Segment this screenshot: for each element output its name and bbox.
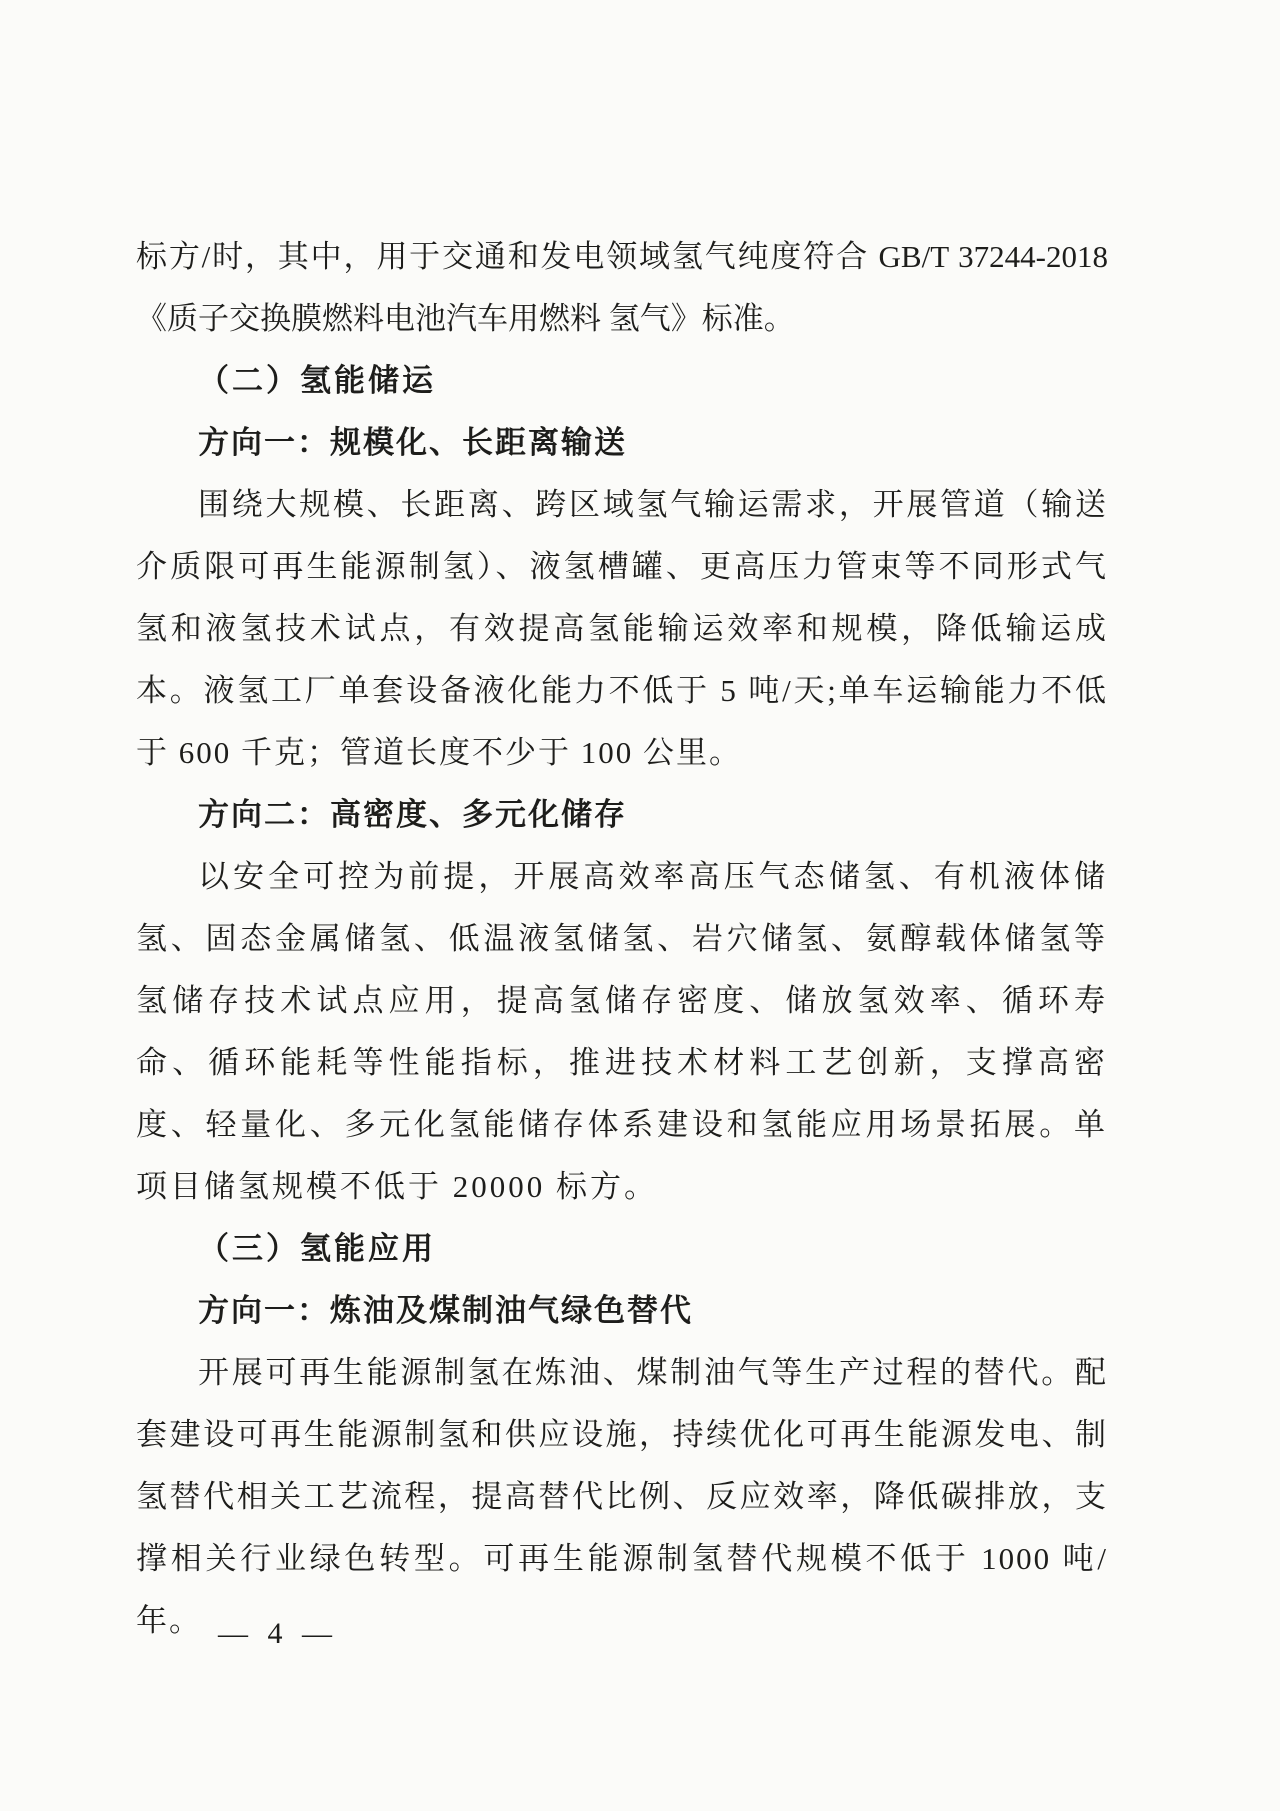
body-paragraph-storage-pilots: 以安全可控为前提，开展高效率高压气态储氢、有机液体储氢、固态金属储氢、低温液氢储氢、岩穴储氢、氨醇载体储氢等氢储存技术试点应用，提高氢储存密度、储放氢效率、循环寿命、循环能耗等性能指标，推进技术材料工艺创新，支撑高密度、轻量化、多元化氢能储存体系建设和氢能应用场景拓展。单项目储氢规模不低于 20000 标方。	[136, 859, 1108, 1204]
direction-heading-refining-coal-to-oil-gas: 方向一：炼油及煤制油气绿色替代	[198, 1293, 693, 1328]
document-body	[136, 226, 1108, 1652]
section-heading-hydrogen-application: （三）氢能应用	[198, 1231, 436, 1266]
section-heading-hydrogen-storage-transport: （二）氢能储运	[198, 363, 436, 398]
paragraph-continued-hydrogen-purity: 标方/时，其中，用于交通和发电领域氢气纯度符合 GB/T 37244-2018《质子交换膜燃料电池汽车用燃料 氢气》标准。	[136, 239, 1108, 336]
body-paragraph-transport-pilots: 围绕大规模、长距离、跨区域氢气输运需求，开展管道（输送介质限可再生能源制氢）、液氢槽罐、更高压力管束等不同形式气氢和液氢技术试点，有效提高氢能输运效率和规模，降低输运成本。液氢工厂单套设备液化能力不低于 5 吨/天;单车运输能力不低于 600 千克；管道长度不少于 100 公里。	[136, 487, 1108, 770]
body-paragraph-green-substitution: 开展可再生能源制氢在炼油、煤制油气等生产过程的替代。配套建设可再生能源制氢和供应设施，持续优化可再生能源发电、制氢替代相关工艺流程，提高替代比例、反应效率，降低碳排放，支撑相关行业绿色转型。可再生能源制氢替代规模不低于 1000 吨/年。	[136, 1355, 1108, 1638]
direction-heading-high-density-diverse-storage: 方向二：高密度、多元化储存	[198, 797, 627, 832]
page-number: — 4 —	[218, 1617, 338, 1650]
direction-heading-large-scale-long-distance: 方向一：规模化、长距离输送	[198, 425, 627, 460]
